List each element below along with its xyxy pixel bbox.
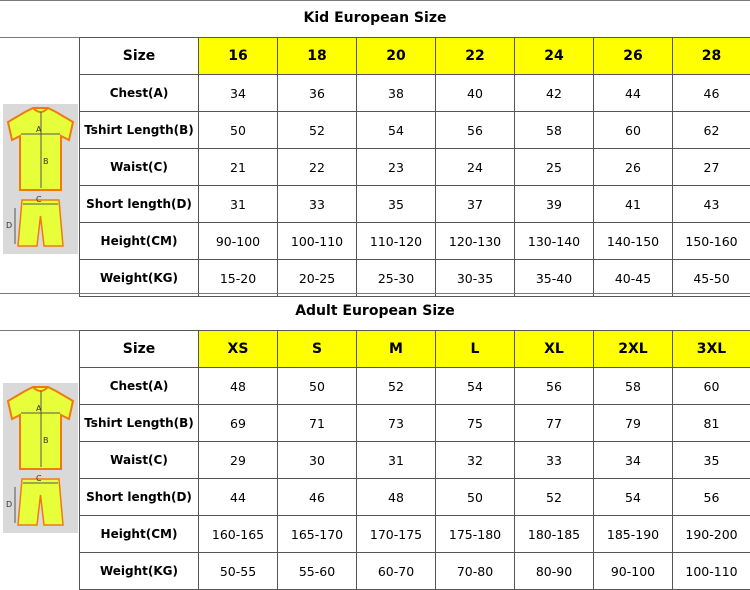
- table-cell: 38: [357, 75, 436, 112]
- adult-jersey-diagram: [3, 383, 78, 533]
- table-row: [80, 149, 750, 186]
- table-cell: 25-30: [357, 260, 436, 297]
- table-cell: 140-150: [594, 223, 673, 260]
- size-header-label: Size: [80, 331, 199, 368]
- table-cell: 70-80: [436, 553, 515, 590]
- adult-size-table: [79, 330, 750, 590]
- kid-jersey-diagram: [3, 104, 78, 254]
- svg-text:A: A: [36, 125, 42, 134]
- table-row: [80, 368, 750, 405]
- table-cell: 54: [357, 112, 436, 149]
- table-cell: 56: [515, 368, 594, 405]
- size-cell: 18: [278, 38, 357, 75]
- table-cell: 58: [594, 368, 673, 405]
- table-cell: 35-40: [515, 260, 594, 297]
- table-row: [80, 516, 750, 553]
- table-cell: 71: [278, 405, 357, 442]
- svg-text:C: C: [36, 195, 42, 204]
- table-cell: 60: [673, 368, 750, 405]
- table-row: [80, 112, 750, 149]
- size-cell: 28: [673, 38, 750, 75]
- jersey-measurement-icon: [3, 383, 78, 533]
- table-cell: 30: [278, 442, 357, 479]
- size-cell: M: [357, 331, 436, 368]
- table-cell: 43: [673, 186, 750, 223]
- jersey-measurement-icon: [3, 104, 78, 254]
- table-cell: 40-45: [594, 260, 673, 297]
- table-cell: 41: [594, 186, 673, 223]
- table-cell: 150-160: [673, 223, 750, 260]
- table-cell: 52: [278, 112, 357, 149]
- table-cell: 40: [436, 75, 515, 112]
- table-cell: 80-90: [515, 553, 594, 590]
- size-cell: 24: [515, 38, 594, 75]
- svg-text:C: C: [36, 474, 42, 483]
- svg-text:D: D: [6, 500, 12, 509]
- table-cell: 39: [515, 186, 594, 223]
- table-cell: 45-50: [673, 260, 750, 297]
- table-cell: 34: [199, 75, 278, 112]
- table-cell: 23: [357, 149, 436, 186]
- table-cell: 22: [278, 149, 357, 186]
- table-cell: 21: [199, 149, 278, 186]
- table-cell: 90-100: [199, 223, 278, 260]
- row-label: Height(CM): [80, 223, 199, 260]
- table-cell: 48: [357, 479, 436, 516]
- table-cell: 77: [515, 405, 594, 442]
- section-divider: [0, 293, 750, 294]
- table-cell: 58: [515, 112, 594, 149]
- table-cell: 60-70: [357, 553, 436, 590]
- table-cell: 81: [673, 405, 750, 442]
- table-cell: 48: [199, 368, 278, 405]
- svg-text:B: B: [43, 436, 49, 445]
- table-cell: 100-110: [673, 553, 750, 590]
- table-cell: 52: [515, 479, 594, 516]
- size-header-label: Size: [80, 38, 199, 75]
- table-cell: 50: [436, 479, 515, 516]
- table-cell: 62: [673, 112, 750, 149]
- svg-text:D: D: [6, 221, 12, 230]
- table-cell: 25: [515, 149, 594, 186]
- table-row: [80, 260, 750, 297]
- table-cell: 110-120: [357, 223, 436, 260]
- table-cell: 175-180: [436, 516, 515, 553]
- table-row: [80, 75, 750, 112]
- table-cell: 180-185: [515, 516, 594, 553]
- kid-size-title: Kid European Size: [0, 10, 750, 26]
- table-cell: 46: [673, 75, 750, 112]
- kid-size-header-row: [80, 38, 750, 75]
- row-label: Chest(A): [80, 368, 199, 405]
- size-cell: 3XL: [673, 331, 750, 368]
- table-cell: 165-170: [278, 516, 357, 553]
- row-label: Waist(C): [80, 149, 199, 186]
- table-row: [80, 442, 750, 479]
- svg-text:B: B: [43, 157, 49, 166]
- table-cell: 50-55: [199, 553, 278, 590]
- row-label: Short length(D): [80, 479, 199, 516]
- table-cell: 185-190: [594, 516, 673, 553]
- table-cell: 34: [594, 442, 673, 479]
- table-cell: 54: [436, 368, 515, 405]
- table-cell: 160-165: [199, 516, 278, 553]
- kid-size-table: [79, 37, 750, 297]
- table-cell: 130-140: [515, 223, 594, 260]
- table-cell: 35: [673, 442, 750, 479]
- table-cell: 75: [436, 405, 515, 442]
- table-row: [80, 405, 750, 442]
- table-cell: 69: [199, 405, 278, 442]
- table-cell: 100-110: [278, 223, 357, 260]
- table-row: [80, 186, 750, 223]
- table-cell: 44: [594, 75, 673, 112]
- table-cell: 31: [357, 442, 436, 479]
- adult-size-title: Adult European Size: [0, 303, 750, 319]
- table-row: [80, 553, 750, 590]
- table-cell: 24: [436, 149, 515, 186]
- adult-size-header-row: [80, 331, 750, 368]
- size-cell: S: [278, 331, 357, 368]
- table-cell: 56: [436, 112, 515, 149]
- size-cell: 26: [594, 38, 673, 75]
- table-row: [80, 223, 750, 260]
- size-cell: L: [436, 331, 515, 368]
- table-cell: 44: [199, 479, 278, 516]
- table-cell: 90-100: [594, 553, 673, 590]
- table-cell: 15-20: [199, 260, 278, 297]
- top-border: [0, 0, 750, 1]
- table-cell: 36: [278, 75, 357, 112]
- size-cell: XS: [199, 331, 278, 368]
- table-cell: 27: [673, 149, 750, 186]
- table-cell: 55-60: [278, 553, 357, 590]
- table-cell: 120-130: [436, 223, 515, 260]
- size-cell: 16: [199, 38, 278, 75]
- row-label: Chest(A): [80, 75, 199, 112]
- table-cell: 79: [594, 405, 673, 442]
- table-cell: 54: [594, 479, 673, 516]
- table-cell: 30-35: [436, 260, 515, 297]
- row-label: Tshirt Length(B): [80, 112, 199, 149]
- row-label: Waist(C): [80, 442, 199, 479]
- size-cell: 2XL: [594, 331, 673, 368]
- table-cell: 60: [594, 112, 673, 149]
- size-cell: XL: [515, 331, 594, 368]
- table-row: [80, 479, 750, 516]
- table-cell: 33: [278, 186, 357, 223]
- table-cell: 31: [199, 186, 278, 223]
- table-cell: 26: [594, 149, 673, 186]
- table-cell: 46: [278, 479, 357, 516]
- table-cell: 170-175: [357, 516, 436, 553]
- table-cell: 190-200: [673, 516, 750, 553]
- row-label: Weight(KG): [80, 553, 199, 590]
- row-label: Tshirt Length(B): [80, 405, 199, 442]
- size-cell: 22: [436, 38, 515, 75]
- svg-text:A: A: [36, 404, 42, 413]
- row-label: Short length(D): [80, 186, 199, 223]
- row-label: Height(CM): [80, 516, 199, 553]
- table-cell: 29: [199, 442, 278, 479]
- row-label: Weight(KG): [80, 260, 199, 297]
- size-cell: 20: [357, 38, 436, 75]
- table-cell: 37: [436, 186, 515, 223]
- table-cell: 20-25: [278, 260, 357, 297]
- table-cell: 50: [199, 112, 278, 149]
- table-cell: 50: [278, 368, 357, 405]
- table-cell: 33: [515, 442, 594, 479]
- table-cell: 73: [357, 405, 436, 442]
- table-cell: 56: [673, 479, 750, 516]
- table-cell: 32: [436, 442, 515, 479]
- table-cell: 52: [357, 368, 436, 405]
- table-cell: 42: [515, 75, 594, 112]
- table-cell: 35: [357, 186, 436, 223]
